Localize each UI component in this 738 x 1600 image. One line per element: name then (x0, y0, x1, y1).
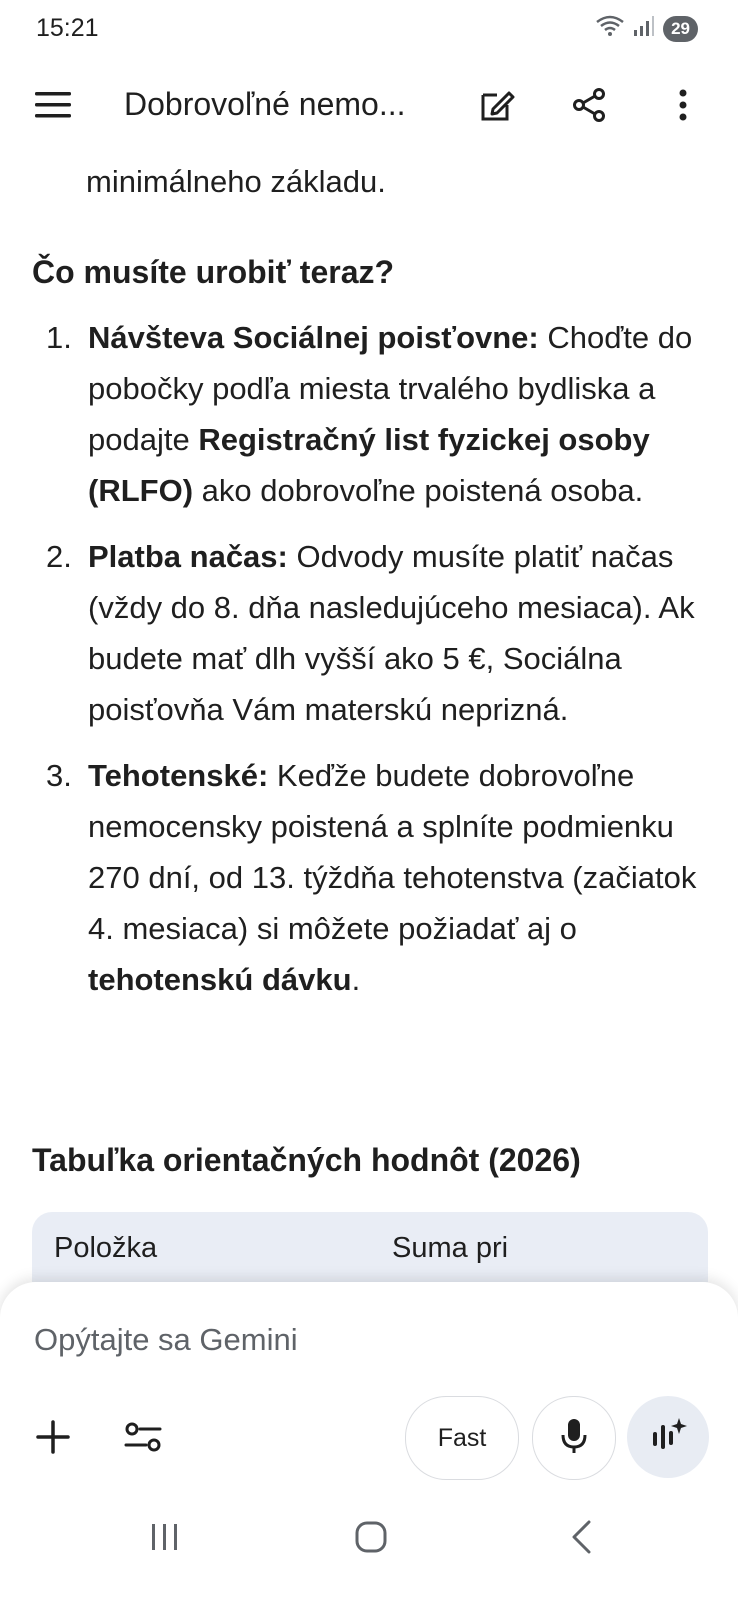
status-time: 15:21 (36, 14, 99, 42)
live-button[interactable] (627, 1396, 709, 1478)
live-sparkle-icon (649, 1416, 687, 1459)
list-item: 3. Tehotenské: Keďže budete dobrovoľne nemocensky poistená a splníte podmienku 270 dní, od 13. týždňa tehotenstva (začiatok 4. mesiaca) si môžete požiadať aj o tehotenskú dávku. (46, 758, 697, 997)
plus-icon[interactable] (28, 1412, 78, 1462)
tune-icon[interactable] (118, 1412, 168, 1462)
section-heading-what-to-do: Čo musíte urobiť teraz? (32, 254, 395, 290)
section-heading-table: Tabuľka orientačných hodnôt (2026) (32, 1142, 581, 1178)
edit-icon[interactable] (472, 80, 522, 130)
system-nav-bar (0, 1482, 738, 1600)
home-icon[interactable] (344, 1510, 398, 1564)
values-table (32, 1212, 708, 1282)
prompt-input[interactable]: Opýtajte sa Gemini (34, 1322, 298, 1357)
wifi-icon (595, 14, 625, 43)
table-header-amount: Suma pri (392, 1232, 509, 1264)
signal-icon (633, 15, 655, 42)
menu-icon[interactable] (28, 80, 78, 130)
steps-list (36, 312, 716, 1020)
mic-button[interactable] (532, 1396, 616, 1480)
list-item: 1. Návšteva Sociálnej poisťovne: Choďte do pobočky podľa miesta trvalého bydliska a podajte Registračný list fyzickej osoby (RLFO) ako dobrovoľne poistená osoba. (46, 320, 693, 508)
response-content[interactable] (0, 142, 738, 1282)
table-header-item: Položka (54, 1232, 158, 1264)
battery-badge: 29 (663, 16, 698, 42)
status-icons (595, 14, 698, 43)
list-item: 2. Platba načas: Odvody musíte platiť načas (vždy do 8. dňa nasledujúceho mesiaca). Ak budete mať dlh vyšší ako 5 €, Sociálna poisťovňa Vám materskú neprizná. (46, 539, 695, 727)
model-mode-button[interactable]: Fast (405, 1396, 519, 1480)
mic-icon (560, 1418, 588, 1459)
prompt-panel (0, 1282, 738, 1482)
back-icon[interactable] (556, 1510, 606, 1564)
recents-icon[interactable] (140, 1512, 190, 1562)
share-icon[interactable] (564, 80, 614, 130)
status-bar (0, 0, 738, 56)
more-vert-icon[interactable] (658, 80, 708, 130)
conversation-title[interactable]: Dobrovoľné nemo... (124, 86, 406, 122)
top-app-bar (0, 66, 738, 142)
clipped-text-line: minimálneho základu. (86, 164, 386, 199)
